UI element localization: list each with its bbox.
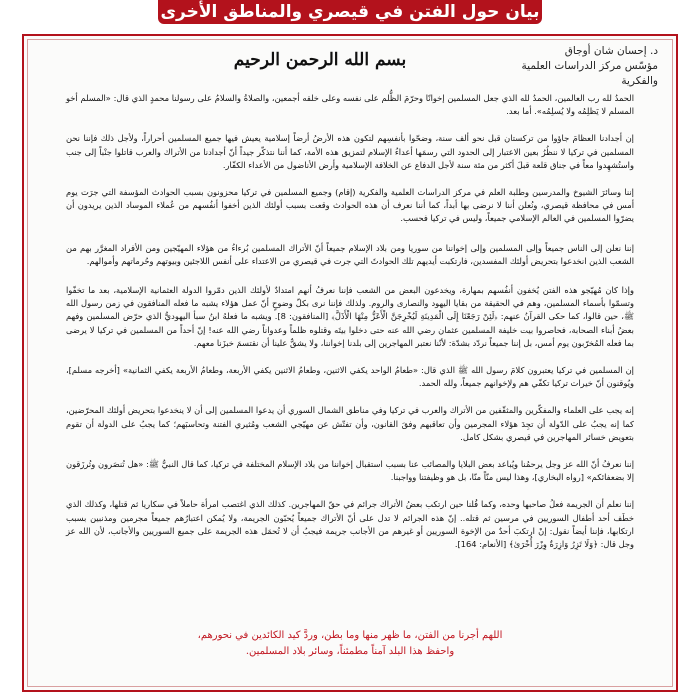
paragraph-opening: الحمدُ لله رب العالمين، الحمدُ لله الذي جعل المسلمين إخوانًا وحرّمَ الظُّلم على نفسه وعلى خلقه أجمعين، والصلاةُ والسلامُ على رسولنا محمدٍ الذي قال: «المسلم أخو المسلم لا يَظلِمُه ولا يُسلِمُه». أما بعد. xyxy=(66,93,634,117)
paragraph-condemnation: إننا وسائرَ الشيوخ والمدرسين وطلبة العلم في مركز الدراسات العلمية والفكرية (إقام) وجميع المسلمين في تركيا محزونون بسبب الحوادث المؤسفة التي جرَت يوم أمس في محافظة قيصري، ونُعلن أننا لا نرضى بها أبداً، كما أننا نعرف أن هذه الحوادث وقعت بسبب أولئك الذين أخفوا أنفُسهم من عُملاء الموساد الذين يريدون أن يضرّوا المسلمين في العالم الإسلامي جميعاً، وليس في تركيا فحسب. xyxy=(66,187,634,224)
paragraph-hadith-food: إن المسلمين في تركيا يعتبرون كلامَ رسول الله ﷺ الذي قال: «طعامُ الواحد يكفي الاثنين، وطعامُ الاثنين يكفي الأربعة، وطعامُ الأربعة يكفي الثمانية» [أخرجه مسلم]، ويُوقنون أنّ خيرات تركيا تكفّي هم ولإخوانهم جميعاً، ولله الحمد. xyxy=(66,365,634,389)
document-header xyxy=(0,38,700,87)
paragraph-individual-crime: إننا نعلم أن الجريمة فعلُ صاحبها وحده، وكما قُلنا حين ارتكب بعضُ الأتراك جرائم في حقّ المهاجرين. كذلك الذي اغتصب امرأة حاملاً في سكاريا ثم قتلها، وكذلك الذي خطَف أحد أطفال السوريين في مرسين ثم قتله.. إنّ هذه الجرائم لا تدل على أنّ الأتراك جميعاً يُحبّون الجريمة، ولا يُمكن اعتبارُهم جميعاً مجرمين ومذنبين بسبب ارتكابها، فإننا أيضاً نقول: إنْ ارتكبَ أحدٌ من الإخوة السوريين أو غيرهم من الأجانب جريمة فيجبُ أن لا تُحمَل هذه الجريمة على جميع السوريين والأجانب، لأن الله عز وجل قال: ﴿وَلَا تَزِرُ وَازِرَةٌ وِزْرَ أُخْرَىٰ﴾ [الأنعام: 164]. xyxy=(66,499,634,550)
title-banner: بيان حول الفتن في قيصري والمناطق الأخرى xyxy=(158,0,542,24)
paragraph-mercy: إننا نعرفُ أنّ الله عز وجل يرحمُنا ويُباعد بعض البلايا والمصائب عنا بسبب استقبال إخواننا من بلاد الإسلام المختلفة في تركيا، كما قال النبيُّ ﷺ: «هل تُنصَرون وتُرزَقون إلا بضعفائكم» [رواه البخاري]، وهذا ليس منّاً منّا، بل هو وظيفتنا وواجبنا. xyxy=(66,459,634,483)
closing-prayer xyxy=(170,628,530,660)
paragraph-duties: إنه يجب على العلماء والمفكّرين والمثقّفين من الأتراك والعرب في تركيا وفي مناطق الشمال السوري أن يدعوا المسلمين إلى أن لا ينخدعوا بتحريض أولئك المحرّضين، كما إنه يجبُ على الدّولة أن تجِدَ هؤلاء المجرمين وأن تعاقبهم وفقَ القانون، وأن تفتّش عن مهيّجي الشعب ومُثيري الفتنة وتحاسبَهم؛ كما يجبُ على الدولة أن تقوم بتعويض خسائر المهاجرين في قيصري بشكل كامل. xyxy=(66,405,634,442)
author-block xyxy=(498,44,658,89)
author-role: مؤسّس مركز الدراسات العلمية والفكرية xyxy=(521,60,658,87)
paragraph-disavowal: إننا نعلن إلى الناس جميعاً وإلى المسلمين وإلى إخواننا من سوريا ومن بلاد الإسلام جميعاً أنّ الأتراك المسلمين بُرءاءُ من هؤلاء المهيّجين ومن الأفراد المغرَّر بهم من الشعب الذين انخدعوا بتحريض أولئك المفسدين، فارتكبت أيديهم تلك الحوادثَ التي جرت في قيصري من الاعتداء على أنفس اللاجئين وبيوتهم وحُرماتهم وأموالهم. xyxy=(66,242,634,266)
basmala: بسم الله الرحمن الرحيم xyxy=(233,50,407,70)
closing-line-2: واحفظ هذا البلد آمناً مطمئناً، وسائر بلاد المسلمين. xyxy=(245,646,455,657)
author-name: د. إحسان شان أوجاق xyxy=(564,45,658,57)
closing-line-1: اللهم أجرنا من الفتن، ما ظهر منها وما بطن، وردَّ كيد الكائدين في نحورهم، xyxy=(197,630,503,641)
paragraph-instigators: وإذا كان مُهيّجو هذه الفتن يُخفون أنفُسهم بمهارة، ويخدعون البعض من الشعب فإننا نعرفُ أنهم امتدادٌ لأولئك الذين دمّروا الدولة العثمانية الإسلامية، بعد ما تخفّوا وتسمّوا بأسماء المسلمين، وهم في الحقيقة من بقايا اليهود والنصارى والروم. ولذلك فإننا نرى بكلّ وضوحٍ أنّ عمل هؤلاء يشبه ما فعله المنافقون في زمن رسول الله ﷺ، حين قالوا، كما حكى القرآنُ عنهم: ﴿لَئِنْ رَجَعْنَا إِلَى الْمَدِينَةِ لَيُخْرِجَنَّ الْأَعَزُّ مِنْهَا الْأَذَلَّ﴾ [المنافقون: 8]. ويشبه ما فعلهُ ابنُ سبأ اليهوديُّ الذي حرّض المسلمين وفهم بعضُ أبناء الصحابة، فحاصروا بيت خليفة المسلمين عثمان رضي الله عنه حتى دخلوا بيتَه وقتلوه ظلماً وعدواناً رضي الله عنه! إنّ أحداً من المسلمين في تركيا لا يرضى بما فعله المُخرّبون يوم أمس، بل إننا جميعاً نردّد بشدّة: لأنّنا نعتبر المهاجرين إلى بلدنا إخواننا، ولا يشقُّ علينا أن نقتسمَ خبزَنا معهم. xyxy=(66,285,634,348)
paragraph-history: إن أجدادنا العظامَ جاؤوا من تركستان قبل نحو ألف سنة، وضحّوا بأنفسِهم لتكون هذه الأرضُ أرضاً إسلامية يعيش فيها جميع المسلمين أحراراً، ولأجل ذلك فإننا نحن المسلمين في تركيا لا ننظُرُ بعين الاعتبار إلى الحدود التي رسمَها أعداءُ الإسلام لتمزيق هذه الأمة، كما أننا نتذكّر جيداً أنّ أجدادنا من الأتراك والعرب قاتلوا جنْباً إلى جنب واستُشهِدوا معاً في جناق قلعة قبلَ أكثر من مئة سنة لأجل الدفاع عن الخلافة الإسلامية وأرض الأناضول من الأعداء الكفّار. xyxy=(66,133,634,170)
statement-body xyxy=(66,92,634,565)
